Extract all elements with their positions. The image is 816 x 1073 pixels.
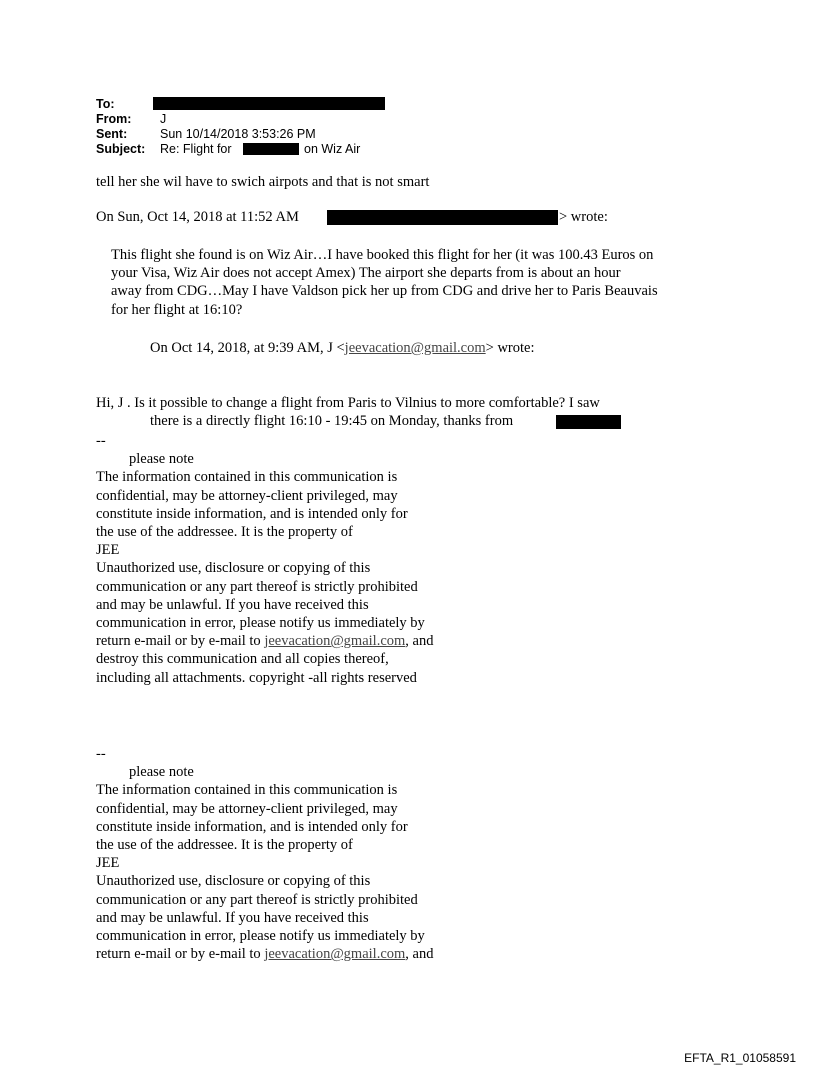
disclaimer-email-link[interactable]: jeevacation@gmail.com [264, 946, 406, 963]
disclaimer-line: Unauthorized use, disclosure or copying of this [96, 560, 371, 577]
disclaimer-line: JEE [96, 855, 120, 872]
original-line-2: there is a directly flight 16:10 - 19:45 on Monday, thanks from [150, 413, 514, 429]
disclaimer-email-link[interactable]: jeevacation@gmail.com [264, 633, 406, 650]
quote1-line: your Visa, Wiz Air does not accept Amex) The airport she departs from is about an hour [111, 265, 621, 282]
quote1-intro-prefix: On Sun, Oct 14, 2018 at 11:52 AM [96, 209, 299, 225]
return-prefix: return e-mail or by e-mail to [96, 946, 265, 963]
please-note: please note [129, 451, 194, 468]
redaction-to [153, 97, 385, 110]
subject-suffix: on Wiz Air [304, 142, 361, 156]
disclaimer-line: including all attachments. copyright -all rights reserved [96, 669, 417, 686]
quote1-line: This flight she found is on Wiz Air…I have booked this flight for her (it was 100.43 Euros on [111, 247, 654, 263]
disclaimer-line: the use of the addressee. It is the property of [96, 524, 353, 541]
document-id: EFTA_R1_01058591 [684, 1051, 796, 1065]
original-line-1: Hi, J . Is it possible to change a flight from Paris to Vilnius to more comfortable? I saw [96, 395, 600, 411]
from-value: J [160, 112, 167, 126]
disclaimer-line: confidential, may be attorney-client privileged, may [96, 800, 398, 817]
subject-label: Subject: [96, 142, 146, 156]
quote1-body [111, 246, 658, 319]
disclaimer-return-line [96, 945, 433, 963]
quote2-email-link[interactable]: jeevacation@gmail.com [344, 340, 486, 356]
subject-prefix: Re: Flight for [160, 142, 232, 156]
reply-line: tell her she wil have to swich airpots and that is not smart [96, 174, 430, 190]
disclaimer-line: Unauthorized use, disclosure or copying of this [96, 873, 371, 890]
quote2-intro-prefix: On Oct 14, 2018, at 9:39 AM, J < [150, 340, 345, 356]
disclaimer-line: communication in error, please notify us immediately by [96, 615, 425, 632]
disclaimer-line: constitute inside information, and is intended only for [96, 505, 408, 522]
quote2-intro-suffix: > wrote: [485, 340, 535, 356]
disclaimer-line: The information contained in this communication is [96, 469, 398, 486]
signature-dashes: -- [96, 433, 106, 449]
redaction-original-sender [556, 415, 621, 429]
sent-label: Sent: [96, 127, 128, 141]
quote2-intro [150, 340, 535, 357]
disclaimer-return-line [96, 632, 433, 650]
return-suffix: , and [405, 633, 434, 650]
disclaimer-2 [96, 745, 433, 963]
please-note: please note [129, 764, 194, 781]
disclaimer-line: confidential, may be attorney-client privileged, may [96, 487, 398, 504]
disclaimer-line: communication or any part thereof is strictly prohibited [96, 891, 418, 908]
quote1-intro-suffix: > wrote: [559, 209, 608, 225]
disclaimer-line: communication in error, please notify us immediately by [96, 928, 425, 945]
disclaimer-line: The information contained in this communication is [96, 782, 398, 799]
disclaimer-line: communication or any part thereof is strictly prohibited [96, 578, 418, 595]
disclaimer-line: and may be unlawful. If you have received this [96, 596, 369, 613]
signature-dashes: -- [96, 746, 106, 762]
redaction-quote1-sender [327, 210, 558, 225]
from-label: From: [96, 112, 132, 126]
disclaimer-line: constitute inside information, and is intended only for [96, 818, 408, 835]
sent-value: Sun 10/14/2018 3:53:26 PM [160, 127, 316, 141]
quote1-line: away from CDG…May I have Valdson pick her up from CDG and drive her to Paris Beauvais [111, 283, 658, 300]
disclaimer-line: the use of the addressee. It is the property of [96, 837, 353, 854]
disclaimer-1 [96, 432, 433, 687]
to-label: To: [96, 97, 115, 111]
disclaimer-line: and may be unlawful. If you have received this [96, 909, 369, 926]
redaction-subject [243, 143, 299, 155]
return-prefix: return e-mail or by e-mail to [96, 633, 265, 650]
return-suffix: , and [405, 946, 434, 963]
quote1-line: for her flight at 16:10? [111, 301, 243, 318]
disclaimer-line: destroy this communication and all copies thereof, [96, 651, 389, 668]
disclaimer-line: JEE [96, 542, 120, 559]
